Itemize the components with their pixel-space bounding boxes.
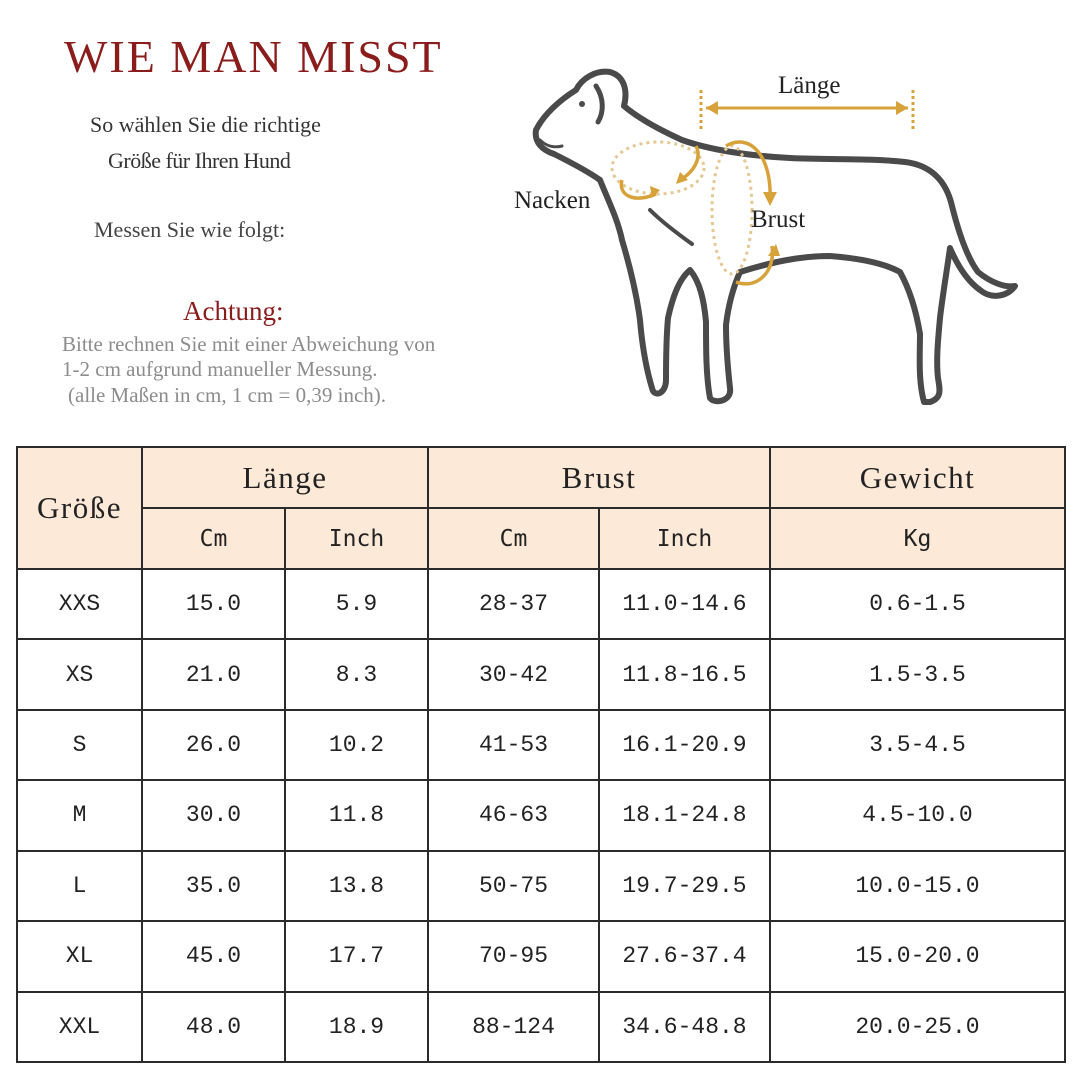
cell-weight-kg: 0.6-1.5 — [770, 569, 1065, 639]
cell-length-cm: 45.0 — [142, 921, 285, 991]
chest-arrow-head-2 — [768, 244, 780, 256]
column-group-weight: Gewicht — [770, 447, 1065, 508]
length-arrow-left-head — [706, 101, 718, 115]
notice-line-1: Bitte rechnen Sie mit einer Abweichung von — [62, 332, 436, 356]
cell-chest-cm: 50-75 — [428, 851, 599, 921]
diagram-label-chest: Brust — [751, 206, 806, 233]
cell-chest-cm: 88-124 — [428, 992, 599, 1062]
cell-length-inch: 5.9 — [285, 569, 428, 639]
notice-line-2: 1-2 cm aufgrund manueller Messung. — [62, 357, 378, 381]
cell-length-inch: 11.8 — [285, 780, 428, 850]
cell-size: M — [17, 780, 142, 850]
diagram-label-length: Länge — [778, 72, 841, 99]
cell-weight-kg: 1.5-3.5 — [770, 639, 1065, 709]
cell-chest-cm: 41-53 — [428, 710, 599, 780]
cell-length-cm: 35.0 — [142, 851, 285, 921]
table-row — [17, 780, 1065, 850]
cell-weight-kg: 10.0-15.0 — [770, 851, 1065, 921]
cell-size: XXS — [17, 569, 142, 639]
cell-length-inch: 8.3 — [285, 639, 428, 709]
cell-chest-cm: 28-37 — [428, 569, 599, 639]
length-arrow-right-head — [896, 101, 908, 115]
cell-weight-kg: 15.0-20.0 — [770, 921, 1065, 991]
cell-length-cm: 26.0 — [142, 710, 285, 780]
dog-outline-illustration — [500, 50, 1040, 440]
cell-chest-inch: 19.7-29.5 — [599, 851, 770, 921]
unit-length-inch: Inch — [285, 508, 428, 569]
notice-heading: Achtung: — [183, 296, 284, 326]
table-row — [17, 569, 1065, 639]
size-chart-table — [16, 446, 1066, 1063]
table-row — [17, 639, 1065, 709]
cell-length-inch: 17.7 — [285, 921, 428, 991]
table-header-row — [17, 447, 1065, 508]
cell-chest-inch: 27.6-37.4 — [599, 921, 770, 991]
subtitle-line-2: Größe für Ihren Hund — [108, 148, 291, 173]
cell-chest-cm: 70-95 — [428, 921, 599, 991]
cell-length-inch: 13.8 — [285, 851, 428, 921]
cell-chest-cm: 30-42 — [428, 639, 599, 709]
unit-weight-kg: Kg — [770, 508, 1065, 569]
unit-length-cm: Cm — [142, 508, 285, 569]
dog-outline — [536, 72, 1015, 402]
column-group-length: Länge — [142, 447, 428, 508]
cell-weight-kg: 4.5-10.0 — [770, 780, 1065, 850]
cell-chest-inch: 11.0-14.6 — [599, 569, 770, 639]
diagram-label-neck: Nacken — [514, 187, 591, 214]
column-header-size: Größe — [17, 447, 142, 569]
subtitle-line-1: So wählen Sie die richtige — [90, 112, 321, 137]
cell-size: XL — [17, 921, 142, 991]
neck-measure-dashed — [612, 142, 704, 194]
chest-arrow-head-1 — [763, 192, 777, 206]
dog-measurement-diagram — [500, 50, 1040, 440]
table-row — [17, 710, 1065, 780]
unit-chest-inch: Inch — [599, 508, 770, 569]
dog-ear — [596, 86, 602, 122]
table-row — [17, 992, 1065, 1062]
cell-chest-inch: 11.8-16.5 — [599, 639, 770, 709]
cell-length-cm: 30.0 — [142, 780, 285, 850]
dog-eye — [579, 101, 585, 107]
cell-chest-cm: 46-63 — [428, 780, 599, 850]
cell-chest-inch: 18.1-24.8 — [599, 780, 770, 850]
dog-shoulder-line — [650, 210, 692, 244]
cell-chest-inch: 16.1-20.9 — [599, 710, 770, 780]
table-row — [17, 851, 1065, 921]
page-title: WIE MAN MISST — [64, 31, 443, 82]
cell-size: XS — [17, 639, 142, 709]
unit-chest-cm: Cm — [428, 508, 599, 569]
cell-size: L — [17, 851, 142, 921]
cell-length-inch: 18.9 — [285, 992, 428, 1062]
cell-chest-inch: 34.6-48.8 — [599, 992, 770, 1062]
measure-instruction: Messen Sie wie folgt: — [94, 217, 286, 242]
cell-length-cm: 21.0 — [142, 639, 285, 709]
column-group-chest: Brust — [428, 447, 770, 508]
table-unit-row — [17, 508, 1065, 569]
table-row — [17, 921, 1065, 991]
cell-size: S — [17, 710, 142, 780]
notice-line-3: (alle Maßen in cm, 1 cm = 0,39 inch). — [68, 383, 387, 407]
cell-length-cm: 15.0 — [142, 569, 285, 639]
cell-size: XXL — [17, 992, 142, 1062]
cell-length-inch: 10.2 — [285, 710, 428, 780]
chest-measure-dashed — [712, 146, 752, 274]
cell-length-cm: 48.0 — [142, 992, 285, 1062]
cell-weight-kg: 20.0-25.0 — [770, 992, 1065, 1062]
cell-weight-kg: 3.5-4.5 — [770, 710, 1065, 780]
